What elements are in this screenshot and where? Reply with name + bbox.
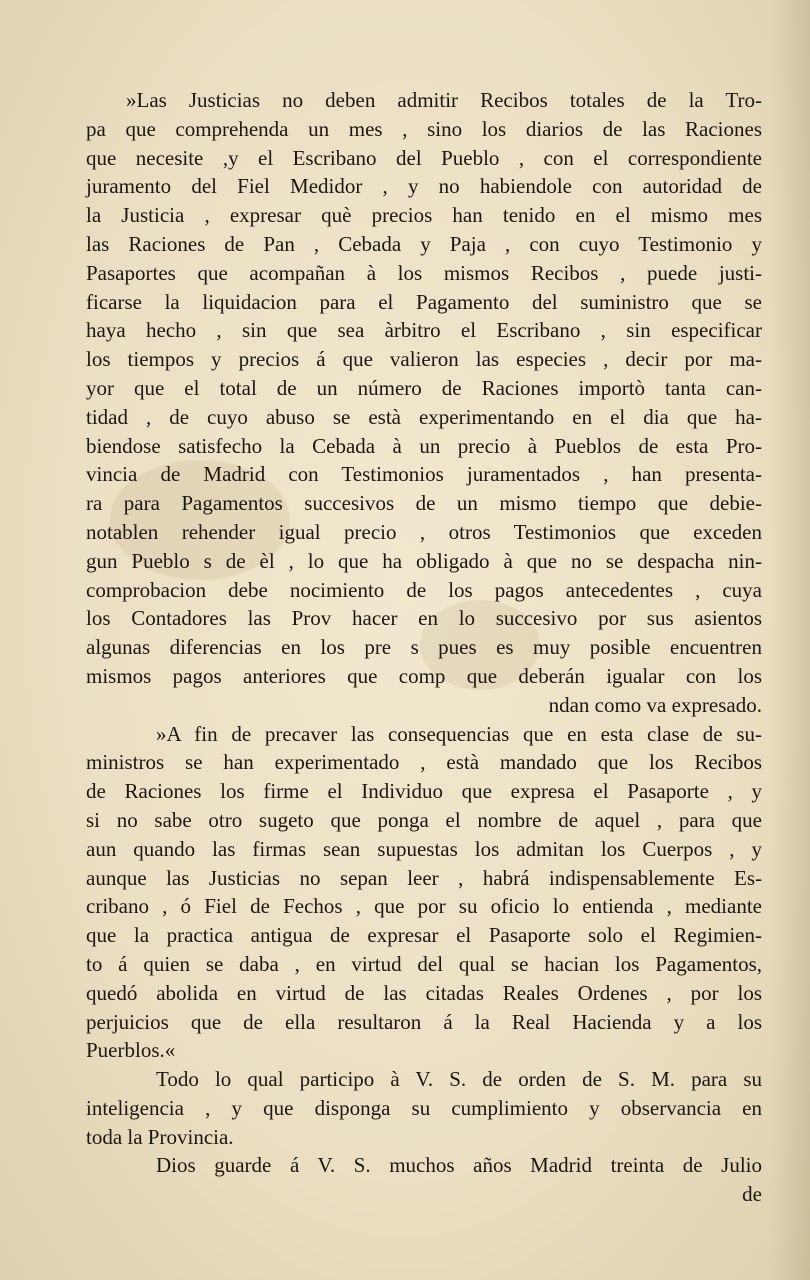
text-line: Pasaportes que acompañan à los mismos Recibos , puede justi- — [86, 260, 762, 285]
text-line: los tiempos y precios á que valieron las especies , decir por ma- — [86, 347, 762, 372]
document-text — [86, 86, 762, 1209]
text-line: Todo lo qual participo à V. S. de orden de S. M. para su — [156, 1067, 762, 1092]
text-line: las Raciones de Pan , Cebada y Paja , con cuyo Testimonio y — [86, 231, 762, 256]
text-line: perjuicios que de ella resultaron á la Real Hacienda y a los — [86, 1009, 762, 1034]
text-line: algunas diferencias en los pre s pues es muy posible encuentren — [86, 635, 762, 660]
text-line: si no sabe otro sugeto que ponga el nombre de aquel , para que — [86, 807, 762, 832]
text-line: aunque las Justicias no sepan leer , habrá indispensablemente Es- — [86, 865, 762, 890]
text-line: la Justicia , expresar què precios han tenido en el mismo mes — [86, 203, 762, 228]
text-line: comprobacion debe nocimiento de los pagos antecedentes , cuya — [86, 577, 762, 602]
text-line: los Contadores las Prov hacer en lo succesivo por sus asientos — [86, 606, 762, 631]
text-line: biendose satisfecho la Cebada à un precio à Pueblos de esta Pro- — [86, 433, 762, 458]
text-line: de Raciones los firme el Individuo que expresa el Pasaporte , y — [86, 779, 762, 804]
text-line: que la practica antigua de expresar el Pasaporte solo el Regimien- — [86, 923, 762, 948]
text-line: »A fin de precaver las consequencias que en esta clase de su- — [156, 721, 762, 746]
text-line: haya hecho , sin que sea àrbitro el Escribano , sin especificar — [86, 318, 762, 343]
text-line: ficarse la liquidacion para el Pagamento del suministro que se — [86, 289, 762, 314]
text-line: de — [742, 1182, 762, 1207]
text-line: aun quando las firmas sean supuestas los admitan los Cuerpos , y — [86, 836, 762, 861]
text-line: cribano , ó Fiel de Fechos , que por su oficio lo entienda , mediante — [86, 894, 762, 919]
text-line: »Las Justicias no deben admitir Recibos totales de la Tro- — [126, 88, 762, 112]
page-edge-shadow — [770, 0, 810, 1280]
text-line: notablen rehender igual precio , otros Testimonios que exceden — [86, 519, 762, 544]
text-line: mismos pagos anteriores que comp que deberán igualar con los — [86, 663, 762, 688]
text-line: gun Pueblo s de èl , lo que ha obligado à que no se despacha nin- — [86, 548, 762, 573]
text-line: juramento del Fiel Medidor , y no habiendole con autoridad de — [86, 174, 762, 199]
text-line: inteligencia , y que disponga su cumplimiento y observancia en — [86, 1095, 762, 1120]
text-line: ra para Pagamentos succesivos de un mismo tiempo que debie- — [86, 491, 762, 516]
text-line: yor que el total de un número de Raciones importò tanta can- — [86, 375, 762, 400]
text-line: ndan como va expresado. — [548, 692, 762, 717]
text-line: Dios guarde á V. S. muchos años Madrid treinta de Julio — [156, 1153, 762, 1178]
text-line: que necesite ,y el Escribano del Pueblo , con el correspondiente — [86, 145, 762, 170]
text-line: Puerblos.« — [86, 1038, 176, 1063]
text-line: vincia de Madrid con Testimonios juramentados , han presenta- — [86, 462, 762, 487]
text-line: toda la Provincia. — [86, 1124, 234, 1149]
text-line: tidad , de cuyo abuso se està experimentando en el dia que ha- — [86, 404, 762, 429]
text-line: ministros se han experimentado , està mandado que los Recibos — [86, 750, 762, 775]
text-line: quedó abolida en virtud de las citadas Reales Ordenes , por los — [86, 980, 762, 1005]
text-line: pa que comprehenda un mes , sino los diarios de las Raciones — [86, 116, 762, 141]
text-line: to á quien se daba , en virtud del qual se hacian los Pagamentos, — [86, 951, 762, 976]
